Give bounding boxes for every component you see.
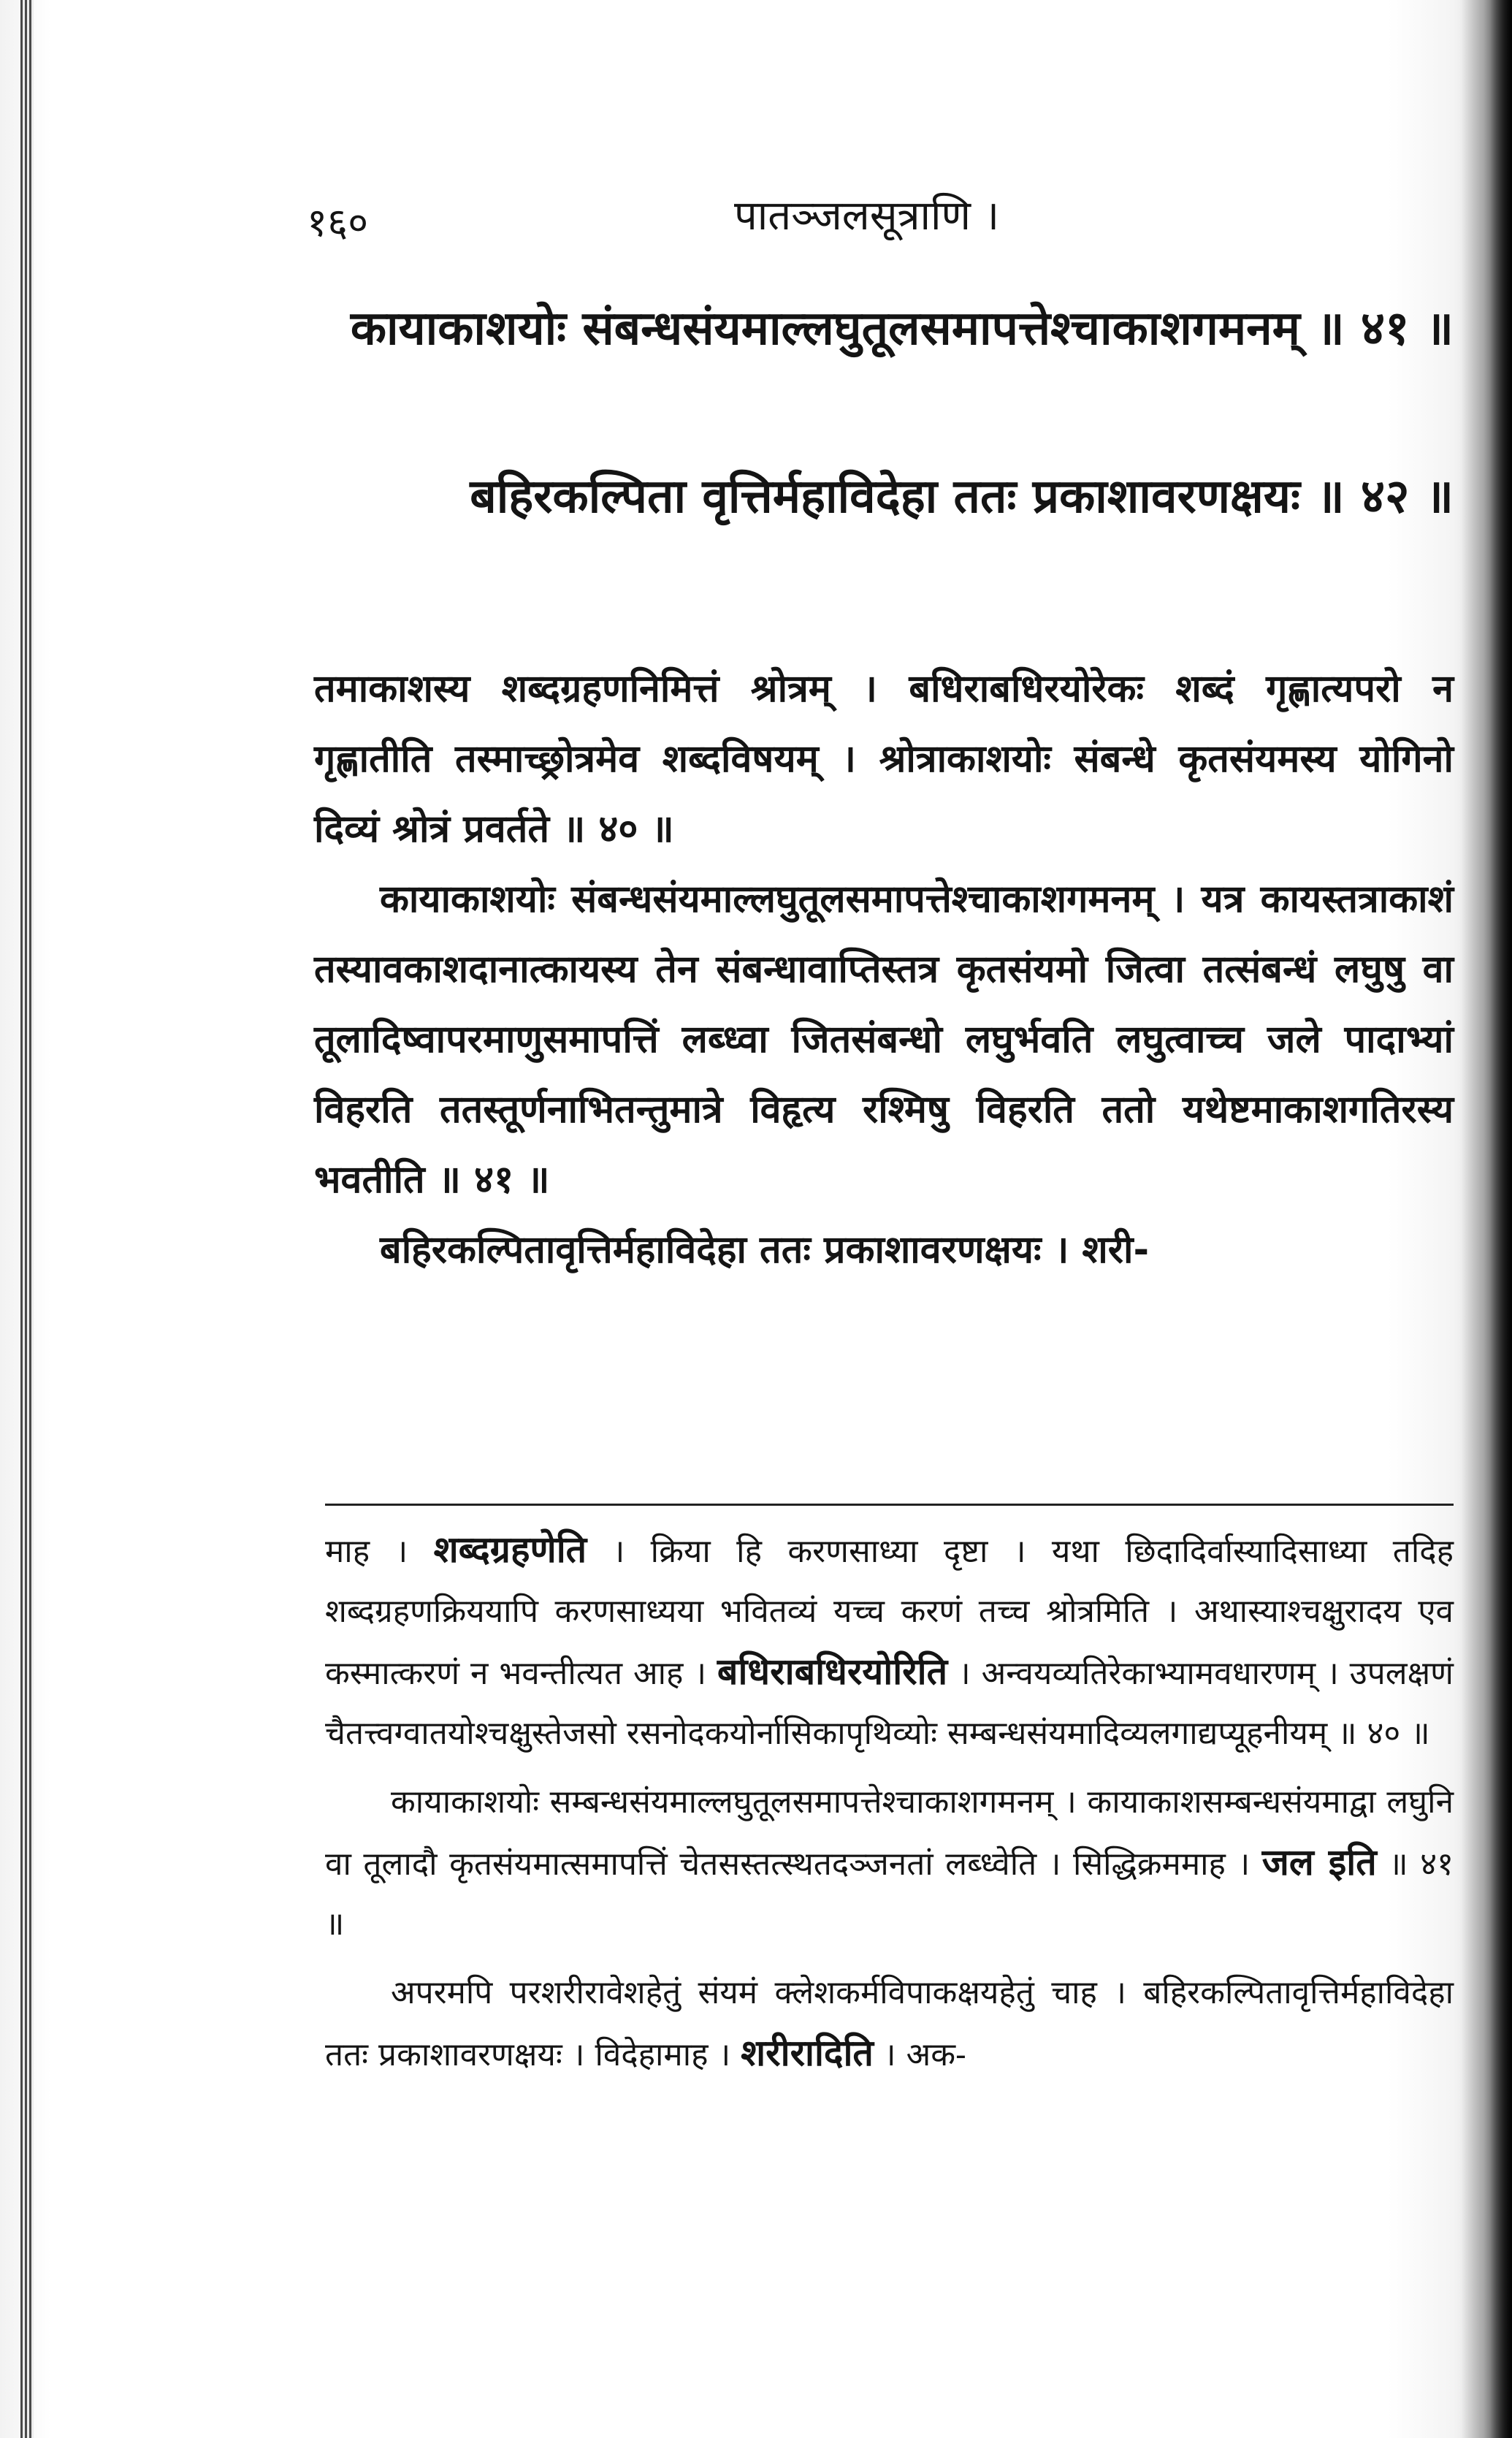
gloss-paragraph-2 <box>325 1772 1454 1954</box>
gloss-text: । क्रिया हि करणसाध्या दृष्टा । यथा छिदादिर्वास्यादिसाध्या तदिह शब्दग्रहणक्रिययापि करणसाध्यया भवितव्यं यच्च करणं तच्च श्रोत्रमिति । अथास्याश्चक्षुरादय एव कस्मात्करणं न भवन्तीत्यत आह । <box>325 1533 1454 1692</box>
gloss-text: अपरमपि परशरीरावेशहेतुं संयमं क्लेशकर्मविपाकक्षयहेतुं चाह । बहिरकल्पितावृत्तिर्महाविदेहा ततः प्रकाशावरणक्षयः । विदेहामाह । <box>325 1974 1454 2073</box>
gloss-text: ॥ ४१ ॥ <box>325 1845 1454 1943</box>
gloss-text: माह । <box>325 1533 408 1570</box>
gloss-paragraph-3 <box>325 1963 1454 2085</box>
sutra-42: बहिरकल्पिता वृत्तिर्महाविदेहा ततः प्रकाशावरणक्षयः ॥ ४२ ॥ <box>470 470 1454 524</box>
gloss-text: । अक- <box>883 2036 966 2073</box>
page-edge-shadow <box>1461 0 1512 2438</box>
footnote-divider <box>325 1504 1454 1506</box>
gloss-keyword: जल इति <box>1261 1841 1377 1883</box>
bhashya-commentary <box>314 654 1454 1285</box>
gloss-commentary <box>325 1520 1454 2094</box>
gloss-keyword: बधिराबधिरयोरिति <box>717 1650 948 1693</box>
page-number: १६० <box>307 199 369 245</box>
commentary-paragraph-3: बहिरकल्पितावृत्तिर्महाविदेहा ततः प्रकाशावरणक्षयः । शरी- <box>380 1228 1150 1272</box>
commentary-paragraph-1: तमाकाशस्य शब्दग्रहणनिमित्तं श्रोत्रम् । बधिराबधिरयोरेकः शब्दं गृह्णात्यपरो न गृह्णातीति तस्माच्छ्रोत्रमेव शब्दविषयम् । श्रोत्राकाशयोः संबन्धे कृतसंयमस्य योगिनो दिव्यं श्रोत्रं प्रवर्तते ॥ ४० ॥ <box>314 667 1454 851</box>
gloss-paragraph-1 <box>325 1520 1454 1764</box>
book-binding-edge <box>20 0 34 2438</box>
gloss-text: कायाकाशयोः सम्बन्धसंयमाल्लघुतूलसमापत्तेश्चाकाशगमनम् । कायाकाशसम्बन्धसंयमाद्वा लघुनि वा तूलादौ कृतसंयमात्समापत्तिं चेतसस्तत्स्थतदञ्जनतां लब्ध्वेति । सिद्धिक्रममाह । <box>325 1783 1454 1883</box>
gloss-keyword: शब्दग्रहणेति <box>433 1528 587 1571</box>
sutra-41: कायाकाशयोः संबन्धसंयमाल्लघुतूलसमापत्तेश्चाकाशगमनम् ॥ ४१ ॥ <box>350 302 1454 356</box>
commentary-paragraph-2: कायाकाशयोः संबन्धसंयमाल्लघुतूलसमापत्तेश्चाकाशगमनम् । यत्र कायस्तत्राकाशं तस्यावकाशदानात्कायस्य तेन संबन्धावाप्तिस्तत्र कृतसंयमो जित्वा तत्संबन्धं लघुषु वा तूलादिष्वापरमाणुसमापत्तिं लब्ध्वा जितसंबन्धो लघुर्भवति लघुत्वाच्च जले पादाभ्यां विहरति ततस्तूर्णनाभितन्तुमात्रे विहृत्य रश्मिषु विहरति ततो यथेष्टमाकाशगतिरस्य भवतीति ॥ ४१ ॥ <box>314 877 1454 1202</box>
gloss-text: । अन्वयव्यतिरेकाभ्यामवधारणम् । उपलक्षणं चैतत्त्वग्वातयोश्चक्षुस्तेजसो रसनोदकयोर्नासिकापृथिव्योः सम्बन्धसंयमादिव्यलगाद्यप्यूहनीयम् ॥ ४० ॥ <box>325 1655 1454 1752</box>
running-title: पातञ्जलसूत्राणि । <box>734 192 1000 240</box>
gloss-keyword: शरीरादिति <box>741 2032 874 2074</box>
page-header <box>307 172 1461 259</box>
